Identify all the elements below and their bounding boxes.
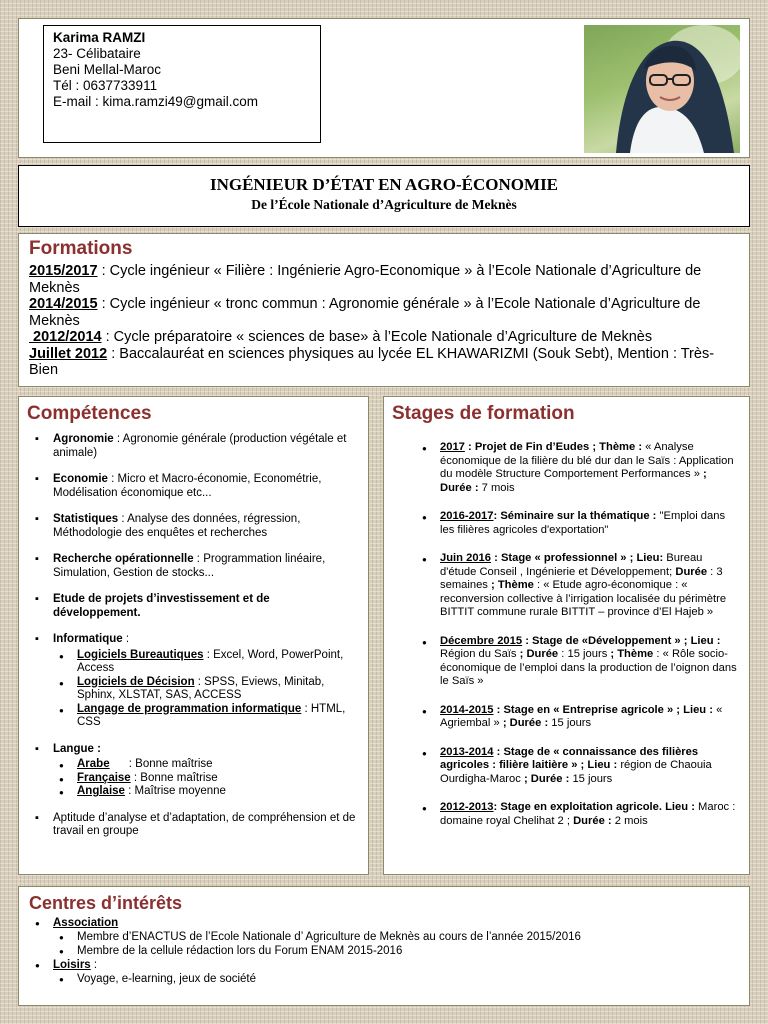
stage-item: ● 2017 : Projet de Fin d’Eudes ; Thème : « Analyse économique de la filière du blé dur dan le Saïs : Application du modèle Structure Comportement Performances » ; Durée : 7 mois	[416, 441, 739, 495]
profile-photo	[584, 25, 740, 153]
contact-box	[43, 25, 321, 143]
interest-association: ● Association ● Membre d’ENACTUS de l’Ecole Nationale d’ Agriculture de Meknès au cours de l’année 2015/2016 ● Membre de la cellule rédaction lors du Forum ENAM 2015-2016	[29, 916, 739, 958]
formation-text: : Cycle ingénieur « tronc commun : Agronomie générale » à l’Ecole Nationale d’Agriculture de Meknès	[29, 296, 701, 329]
software-item: ● Langage de programmation informatique : HTML, CSS	[53, 703, 358, 730]
interest-loisirs: ● Loisirs : ● Voyage, e-learning, jeux de société	[29, 958, 739, 986]
formations-panel	[18, 233, 750, 387]
formation-text: : Baccalauréat en sciences physiques au lycée EL KHAWARIZMI (Souk Sebt), Mention : Très-Bien	[29, 345, 715, 378]
stage-item: ● 2013-2014 : Stage de « connaissance des filières agricoles : filière laitière » ; Lieu : région de Chaouia Ourdigha-Maroc ; Durée : 15 jours	[416, 746, 739, 787]
skill-agronomie: ▪ Agronomie : Agronomie générale (production végétale et animale)	[27, 433, 358, 460]
skill-economie: ▪ Economie : Micro et Macro-économie, Econométrie, Modélisation économique etc...	[27, 473, 358, 500]
school-subtitle: De l’École Nationale d’Agriculture de Meknès	[251, 197, 517, 212]
formation-item	[29, 296, 739, 329]
formations-heading: Formations	[29, 238, 133, 259]
job-title: INGÉNIEUR D’ÉTAT EN AGRO-ÉCONOMIE	[209, 175, 559, 194]
interets-panel	[18, 886, 750, 1006]
stage-item: ● Juin 2016 : Stage « professionnel » ; Lieu: Bureau d'étude Conseil , Ingénierie et Développement; Durée : 3 semaines ; Thème : « Etude agro-économique : « reconversion collective à l’irrigation localisée du périmètre BITTIT commune rurale BITTIT – province d’El Hajeb »	[416, 552, 739, 620]
interets-heading: Centres d’intérêts	[29, 893, 183, 913]
stage-item: ● 2014-2015 : Stage en « Entreprise agricole » ; Lieu : « Agriembal » ; Durée : 15 jours	[416, 704, 739, 731]
formation-item	[29, 263, 739, 296]
contact-age: 23- Célibataire	[53, 46, 141, 61]
stages-heading: Stages de formation	[392, 403, 575, 424]
competences-panel	[18, 396, 369, 875]
skill-langue: ▪ Langue : ● Arabe : Bonne maîtrise ● Française : Bonne maîtrise ● Anglaise : Maîtrise moyenne	[27, 743, 358, 799]
header-panel	[18, 18, 750, 158]
skill-recherche-operationnelle: ▪ Recherche opérationnelle : Programmation linéaire, Simulation, Gestion de stocks...	[27, 553, 358, 580]
contact-name: Karima RAMZI	[53, 30, 146, 45]
formation-text: : Cycle ingénieur « Filière : Ingénierie Agro-Economique » à l’Ecole Nationale d’Agriculture de Meknès	[29, 263, 702, 296]
skill-statistiques: ▪ Statistiques : Analyse des données, régression, Méthodologie des enquêtes et recherches	[27, 513, 358, 540]
association-item: ● Membre de la cellule rédaction lors du Forum ENAM 2015-2016	[53, 944, 739, 958]
skill-projets: ▪ Etude de projets d’investissement et de développement.	[27, 593, 358, 620]
association-item: ● Membre d’ENACTUS de l’Ecole Nationale d’ Agriculture de Meknès au cours de l’année 2015/2016	[53, 930, 739, 944]
contact-email: E-mail : kima.ramzi49@gmail.com	[53, 94, 258, 109]
contact-phone: Tél : 0637733911	[53, 78, 158, 93]
skill-aptitude: ▪ Aptitude d’analyse et d’adaptation, de compréhension et de travail en groupe	[27, 812, 358, 839]
title-panel	[18, 165, 750, 227]
software-item: ● Logiciels Bureautiques : Excel, Word, PowerPoint, Access	[53, 649, 358, 676]
formation-item	[29, 346, 739, 379]
stages-panel	[383, 396, 750, 875]
formation-date: 2014/2015	[29, 296, 98, 312]
software-item: ● Logiciels de Décision : SPSS, Eviews, Minitab, Sphinx, XLSTAT, SAS, ACCESS	[53, 676, 358, 703]
formation-date: 2012/2014	[29, 329, 102, 345]
formation-text: : Cycle préparatoire « sciences de base» à l’Ecole Nationale d’Agriculture de Meknès	[101, 329, 653, 345]
language-item: ● Arabe : Bonne maîtrise	[53, 758, 358, 772]
stage-item: ● Décembre 2015 : Stage de «Développement » ; Lieu : Région du Saïs ; Durée : 15 jours ; Thème : « Rôle socio-économique de l’emploi dans la production de l’oignon dans le Saïs »	[416, 635, 739, 689]
formation-date: 2015/2017	[29, 263, 98, 279]
portrait-illustration	[584, 25, 740, 153]
formation-date: Juillet 2012	[29, 345, 108, 362]
language-item: ● Française : Bonne maîtrise	[53, 772, 358, 786]
stage-item: ● 2012-2013: Stage en exploitation agricole. Lieu : Maroc : domaine royal Chelihat 2 ; Durée : 2 mois	[416, 801, 739, 828]
loisir-item: ● Voyage, e-learning, jeux de société	[53, 972, 739, 986]
contact-city: Beni Mellal-Maroc	[53, 62, 162, 77]
language-item: ● Anglaise : Maîtrise moyenne	[53, 785, 358, 799]
competences-heading: Compétences	[27, 403, 152, 424]
stage-item: ● 2016-2017: Séminaire sur la thématique : "Emploi dans les filières agricoles d'exportation"	[416, 510, 739, 537]
skill-informatique: ▪ Informatique : ● Logiciels Bureautiques : Excel, Word, PowerPoint, Access ● Logiciels de Décision : SPSS, Eviews, Minitab, Sphinx, XLSTAT, SAS, ACCESS ● Langage de programmation informatique : HTML, CSS	[27, 633, 358, 730]
formation-item	[29, 329, 739, 346]
